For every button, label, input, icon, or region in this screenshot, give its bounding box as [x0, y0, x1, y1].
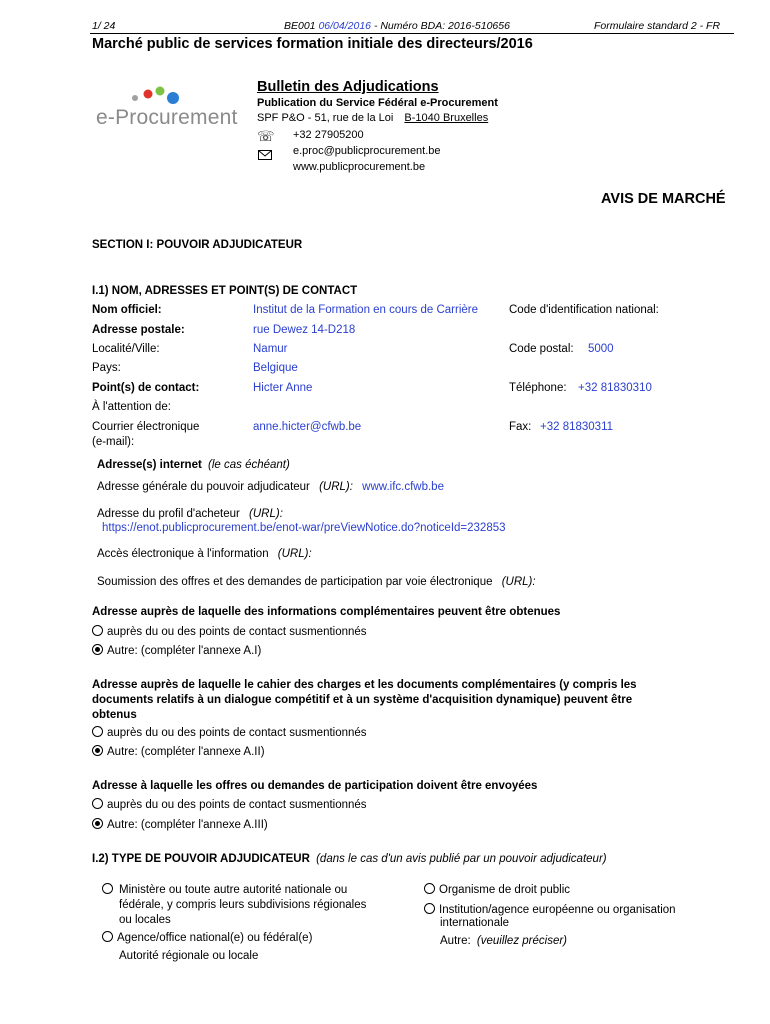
type-regionale-label: Autorité régionale ou locale — [119, 950, 259, 962]
fax-label: Fax: — [509, 421, 532, 433]
radio-checked-icon[interactable] — [92, 644, 103, 655]
bulletin-email: e.proc@publicprocurement.be — [293, 145, 441, 157]
url-tag: (URL): — [319, 481, 353, 493]
bulletin-publisher: Publication du Service Fédéral e-Procurement — [257, 97, 498, 109]
avis-title: AVIS DE MARCHÉ — [601, 191, 726, 207]
adresse-generale-link[interactable]: www.ifc.cfwb.be — [362, 481, 444, 493]
radio-unchecked-icon[interactable] — [102, 931, 113, 942]
offres-option-contact[interactable] — [92, 798, 367, 811]
adresse-label: Adresse postale: — [92, 324, 185, 336]
localite-value: Namur — [253, 343, 288, 355]
cahier-heading-1: Adresse auprès de laquelle le cahier des charges et les documents complémentaires (y compris les — [92, 679, 637, 691]
radio-unchecked-icon[interactable] — [424, 883, 435, 894]
radio-unchecked-icon[interactable] — [424, 903, 435, 914]
nom-value: Institut de la Formation en cours de Carrière — [253, 304, 478, 316]
radio-checked-icon[interactable] — [92, 818, 103, 829]
type-ministere-option[interactable] — [102, 883, 117, 896]
bulletin-street: SPF P&O - 51, rue de la Loi — [257, 112, 394, 124]
section-1-1-heading: I.1) NOM, ADRESSES ET POINT(S) DE CONTACT — [92, 285, 358, 297]
logo-text: e-Procurement — [96, 106, 238, 129]
section-1-title: SECTION I: POUVOIR ADJUDICATEUR — [92, 239, 303, 251]
cahier-option-autre-label: Autre: (compléter l'annexe A.II) — [107, 746, 265, 758]
notice-date: 06/04/2016 — [318, 20, 372, 32]
eprocurement-logo — [90, 84, 238, 134]
offres-heading: Adresse à laquelle les offres ou demandes de participation doivent être envoyées — [92, 780, 538, 792]
radio-checked-icon[interactable] — [92, 745, 103, 756]
acces-electronique-label: Accès électronique à l'information — [97, 548, 269, 560]
section-1-2-title: I.2) TYPE DE POUVOIR ADJUDICATEUR — [92, 853, 310, 865]
type-institution-label-cont: internationale — [440, 917, 510, 929]
cahier-heading-3: obtenus — [92, 709, 137, 721]
email-label-cont: (e-mail): — [92, 436, 135, 448]
code-postal-value: 5000 — [588, 343, 614, 355]
url-tag: (URL): — [277, 548, 312, 560]
form-type: Formulaire standard 2 - FR — [594, 20, 721, 32]
envelope-icon — [258, 147, 272, 165]
adresse-generale-label: Adresse générale du pouvoir adjudicateur — [97, 481, 310, 493]
radio-unchecked-icon[interactable] — [102, 883, 113, 894]
type-ministere-label — [119, 883, 366, 928]
page-title: Marché public de services formation initiale des directeurs/2016 — [92, 36, 533, 52]
bulletin-website: www.publicprocurement.be — [293, 161, 426, 173]
type-autre-label: Autre: — [440, 935, 471, 947]
phone-icon: ☏ — [257, 128, 275, 144]
acces-electronique-row — [97, 548, 312, 560]
header-divider — [90, 33, 734, 34]
info-option-contact[interactable] — [92, 625, 367, 638]
contact-label: Point(s) de contact: — [92, 382, 200, 394]
internet-heading — [97, 459, 290, 471]
notice-reference — [284, 20, 510, 32]
bulletin-address — [257, 112, 488, 124]
notice-code: BE001 — [284, 20, 316, 32]
type-autre-note: (veuillez préciser) — [476, 935, 567, 947]
localite-label: Localité/Ville: — [92, 343, 160, 355]
internet-heading-text: Adresse(s) internet — [97, 459, 202, 471]
telephone-label: Téléphone: — [509, 382, 567, 394]
type-organisme-label: Organisme de droit public — [439, 884, 571, 896]
section-1-2-note: (dans le cas d'un avis publié par un pouvoir adjudicateur) — [316, 853, 607, 865]
attention-label: À l'attention de: — [92, 401, 171, 413]
adresse-value: rue Dewez 14-D218 — [253, 324, 356, 336]
profil-acheteur-row — [97, 508, 283, 520]
code-national-label: Code d'identification national: — [509, 304, 659, 316]
info-option-contact-label: auprès du ou des points de contact susmentionnés — [107, 626, 367, 638]
soumission-row — [97, 576, 536, 588]
telephone-value: +32 81830310 — [578, 382, 652, 394]
type-organisme-option[interactable] — [424, 883, 570, 896]
type-ministere-line-3: ou locales — [119, 914, 171, 926]
cahier-option-contact-label: auprès du ou des points de contact susmentionnés — [107, 727, 367, 739]
section-1-2-heading — [92, 853, 607, 865]
type-autre-row — [440, 935, 567, 947]
pays-label: Pays: — [92, 362, 121, 374]
info-option-autre-label: Autre: (compléter l'annexe A.I) — [107, 645, 262, 657]
email-label: Courrier électronique — [92, 421, 200, 433]
url-tag: (URL): — [501, 576, 536, 588]
radio-unchecked-icon[interactable] — [92, 798, 103, 809]
bda-number: - Numéro BDA: 2016-510656 — [373, 20, 510, 32]
info-complementaires-heading: Adresse auprès de laquelle des informations complémentaires peuvent être obtenues — [92, 606, 561, 618]
radio-unchecked-icon[interactable] — [92, 625, 103, 636]
offres-option-contact-label: auprès du ou des points de contact susmentionnés — [107, 799, 367, 811]
url-tag: (URL): — [249, 508, 283, 520]
profil-acheteur-label: Adresse du profil d'acheteur — [97, 508, 240, 520]
page-number: 1/ 24 — [92, 20, 116, 32]
bulletin-title: Bulletin des Adjudications — [257, 79, 439, 95]
offres-option-autre-label: Autre: (compléter l'annexe A.III) — [107, 819, 268, 831]
cahier-option-contact[interactable] — [92, 726, 367, 739]
nom-label: Nom officiel: — [92, 304, 162, 316]
bulletin-city: B-1040 Bruxelles — [404, 112, 489, 124]
contact-value: Hicter Anne — [253, 382, 313, 394]
internet-heading-note: (le cas échéant) — [208, 459, 290, 471]
bulletin-phone: +32 27905200 — [293, 129, 364, 141]
fax-value: +32 81830311 — [540, 421, 614, 433]
info-option-autre[interactable] — [92, 644, 261, 657]
cahier-option-autre[interactable] — [92, 745, 265, 758]
type-institution-option[interactable] — [424, 903, 676, 916]
profil-acheteur-link[interactable]: https://enot.publicprocurement.be/enot-war/preViewNotice.do?noticeId=232853 — [102, 522, 506, 534]
adresse-generale-row — [97, 481, 444, 493]
type-ministere-line-1: Ministère ou toute autre autorité nationale ou — [119, 884, 348, 896]
type-agence-label: Agence/office national(e) ou fédéral(e) — [117, 932, 313, 944]
type-institution-label: Institution/agence européenne ou organisation — [439, 904, 676, 916]
code-postal-label: Code postal: — [509, 343, 574, 355]
cahier-heading-2: documents relatifs à un dialogue compétitif et à un système d'acquisition dynamique) peuvent être — [92, 694, 633, 706]
soumission-label: Soumission des offres et des demandes de participation par voie électronique — [97, 576, 493, 588]
offres-option-autre[interactable] — [92, 818, 268, 831]
email-value: anne.hicter@cfwb.be — [253, 421, 362, 433]
type-ministere-line-2: fédérale, y compris leurs subdivisions régionales — [119, 899, 367, 911]
pays-value: Belgique — [253, 362, 298, 374]
type-agence-option[interactable] — [102, 931, 312, 944]
radio-unchecked-icon[interactable] — [92, 726, 103, 737]
